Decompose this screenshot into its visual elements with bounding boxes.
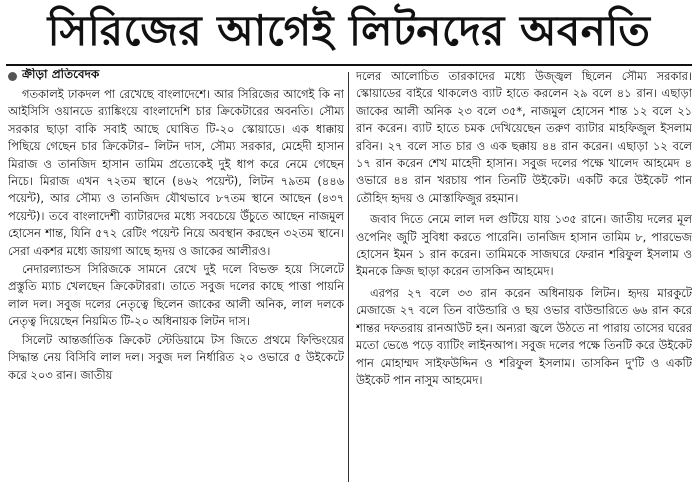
paragraph: সিলেট আন্তর্জাতিক ক্রিকেট স্টেডিয়ামে টস জিতে প্রথমে ফিল্ডিংয়ের সিদ্ধান্ত নেয় বিসিবি লাল দল। সবুজ দল নির্ধারিত ২০ ওভারে ৫ উইকেটে করে ২০৩ রান। জাতীয় (8, 332, 344, 382)
paragraph: গতকালই ঢাকদল পা রেখেছে বাংলাদেশে। আর সিরিজের আগেই কি না আইসিসি ওয়ানডে র‌্যাঙ্কিংয়ে বাংলাদেশি চার ক্রিকেটারের অবনতি। সৌম্য সরকার ছাড়া বাকি সবাই আছে ঘোষিত টি-২০ স্কোয়াডে। এক ধাক্কায় পিছিয়ে গেছেন চার ক্রিকেটার– লিটন দাস, সৌম্য সরকার, মেহেদী হাসান মিরাজ ও তানজিদ হাসান তামিম প্রত্যেকেই দুই ধাপ করে নেমে গেছেন নিচে। মিরাজ এখন ৭২তম স্থানে (৪৬২ পয়েন্ট), লিটন ৭৯তম (৪৪৬ পয়েন্ট), আর সৌম্য ও তানজিদ যৌথভাবে ৮৭তম স্থানে আছেন (৪৩৭ পয়েন্ট)। তবে বাংলাদেশী ব্যাটারদের মধ্যে সবচেয়ে উঁচুতে আছেন নাজমুল হোসেন শান্ত, যিনি ৫৭২ রেটিং পয়েন্ট নিয়ে অবস্থান করছেন ৩২তম স্থানে। সেরা একশর মধ্যে জায়গা আছে হৃদয় ও জাকের আলীরও। (8, 87, 344, 258)
paragraph: জবাব দিতে নেমে লাল দল গুটিয়ে যায় ১৩৫ রানে। জাতীয় দলের মূল ওপেনিং জুটি সুবিধা করতে পারেনি। তানজিদ হাসান তামিম ৮, পারভেজ হোসেন ইমন ১ রান করেন। তামিমকে সাজঘরে ফেরান শরিফুল ইসলাম ও ইমনকে ক্রিজ ছাড়া করেন তাসকিন আহমেদ। (356, 212, 692, 279)
headline-bar (0, 0, 698, 62)
article-headline: সিরিজের আগেই লিটনদের অবনতি (47, 6, 651, 55)
byline (8, 68, 344, 84)
paragraph: নেদারল্যান্ডস সিরিজকে সামনে রেখে দুই দলে বিভক্ত হয়ে সিলেটে প্রস্তুতি ম্যাচ খেলছেন ক্রিকেটাররা। তাতে সবুজ দলের কাছে পাত্তা পায়নি লাল দল। সবুজ দলের নেতৃত্বে ছিলেন জাকের আলী অনিক, লাল দলকে নেতৃত্ব দিয়েছেন নিয়মিত টি-২০ অধিনায়ক লিটন দাস। (8, 262, 344, 329)
column-divider (348, 72, 349, 482)
bullet-icon (8, 72, 17, 81)
paragraph: এরপর ২৭ বলে ৩৩ রান করেন অধিনায়ক লিটন। হৃদয় মারকুটে মেজাজে ২৭ বলে তিন বাউন্ডারি ও ছয় ওভার বাউন্ডারিতে ৬৬ রান করে শান্তর দফতরায় রানআউট হন। অন্যরা জ্বলে উঠতে না পারায় তাসের ঘরের মতো ভেঙে পড়ে ব্যাটিং লাইনআপ। সবুজ দলের পক্ষে তিনটি করে উইকেট পান মোহাম্মদ সাইফউদ্দিন ও শরিফুল ইসলাম। তাসকিন দু'টি ও একটি উইকেট পান নাসুম আহমেদ। (356, 285, 692, 387)
paragraph: দলের আলোচিত তারকাদের মধ্যে উজ্জ্বল ছিলেন সৌম্য সরকার। স্কোয়াডের বাইরে থাকলেও ব্যাট হাতে করলেন ২৯ বলে ৪১ রান। এছাড়া জাকের আলী অনিক ২৩ বলে ৩৫*, নাজমুল হোসেন শান্ত ১২ বলে ২১ রান করেন। ব্যাট হাতে চমক দেখিয়েছেন তরুণ ব্যাটার মাহফিজুল ইসলাম রবিন। ২৭ বলে সাত চার ও এক ছক্কায় ৪৪ রান করেন। এছাড়া ১২ বলে ১৭ রান করেন শেখ মাহেদী হাসান। সবুজ দলের পক্ষে খালেদ আহমেদ ৪ ওভারে ৪৪ রান খরচায় পান তিনটি উইকেট। একটি করে উইকেট পান তৌহিদ হৃদয় ও মোস্তাফিজুর রহমান। (356, 69, 692, 205)
byline-text: ক্রীড়া প্রতিবেদক (22, 68, 100, 81)
right-column (356, 68, 692, 486)
left-column (8, 68, 344, 486)
headline-divider (6, 64, 692, 66)
